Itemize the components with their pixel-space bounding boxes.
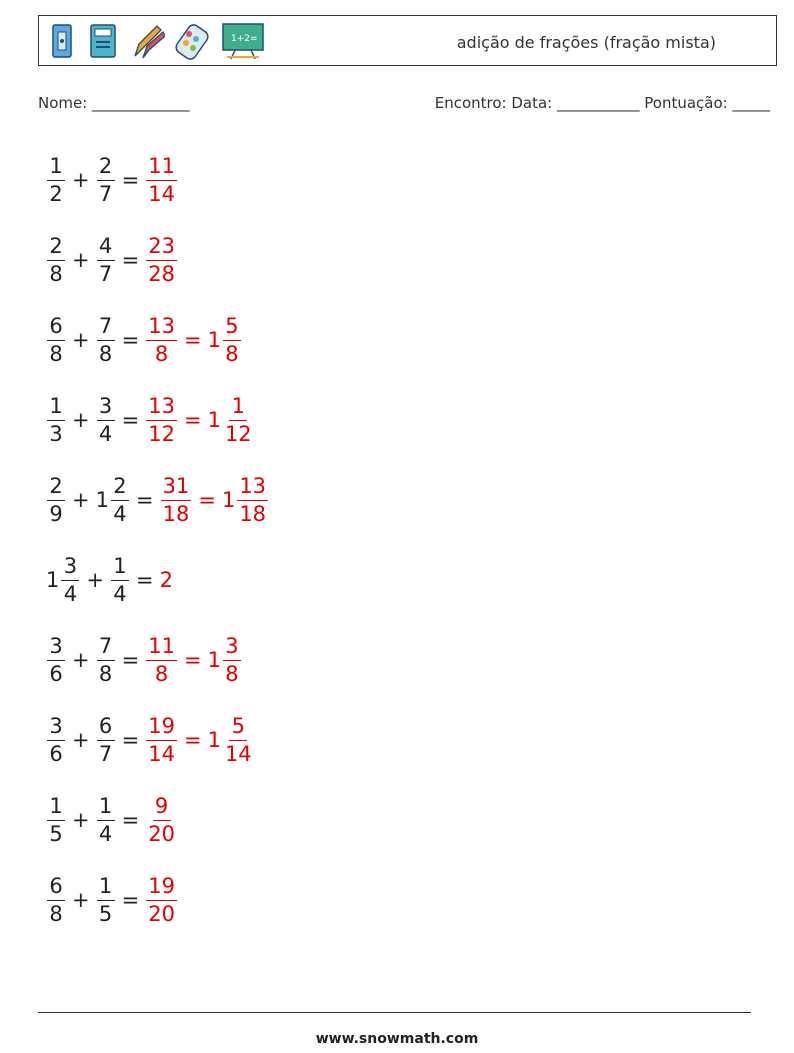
second-fraction — [97, 393, 115, 446]
first-fraction — [47, 793, 65, 846]
numerator: 13 — [146, 316, 177, 341]
numerator: 5 — [229, 716, 247, 741]
numerator: 6 — [47, 876, 65, 901]
answer-fraction-group — [145, 713, 178, 766]
first-fraction-group — [46, 633, 66, 686]
numerator: 6 — [47, 316, 65, 341]
numerator: 3 — [47, 636, 65, 661]
worksheet-title: adição de frações (fração mista) — [456, 33, 716, 52]
denominator: 28 — [148, 261, 175, 286]
numerator: 3 — [97, 396, 115, 421]
denominator: 8 — [154, 661, 169, 686]
denominator: 8 — [98, 661, 113, 686]
first-fraction-group — [46, 393, 66, 446]
answer-fraction-group — [145, 393, 178, 446]
first-fraction-group — [46, 793, 66, 846]
second-fraction — [97, 153, 115, 206]
answer-fraction-group — [145, 793, 178, 846]
denominator: 6 — [49, 661, 63, 686]
second-fraction — [97, 313, 115, 366]
pencils-icon — [129, 22, 165, 60]
numerator: 3 — [47, 716, 65, 741]
equals-sign: = — [121, 648, 140, 672]
denominator: 4 — [113, 501, 127, 526]
answer-fraction — [146, 873, 177, 926]
numerator: 6 — [97, 716, 115, 741]
second-fraction-group — [96, 153, 116, 206]
second-fraction — [97, 233, 115, 286]
denominator: 7 — [98, 181, 113, 206]
answer — [145, 873, 178, 926]
first-fraction-group — [46, 553, 80, 606]
equals-sign: = — [121, 168, 140, 192]
answer-fraction — [146, 233, 177, 286]
whole-number: 1 — [207, 328, 221, 352]
numerator: 2 — [47, 236, 65, 261]
plus-sign: + — [72, 328, 90, 352]
paint-palette-icon — [175, 22, 211, 60]
name-field: Nome: _____________ — [38, 94, 190, 112]
numerator: 11 — [146, 156, 177, 181]
numerator: 1 — [97, 796, 115, 821]
numerator: 13 — [237, 476, 268, 501]
first-fraction-group — [46, 313, 66, 366]
denominator: 2 — [49, 181, 63, 206]
equals-sign: = — [121, 248, 140, 272]
denominator: 14 — [148, 741, 175, 766]
problem-row — [46, 460, 269, 540]
numerator: 4 — [97, 236, 115, 261]
answer-fraction — [146, 633, 177, 686]
answer — [145, 393, 254, 446]
numerator: 1 — [97, 876, 115, 901]
denominator: 4 — [63, 581, 78, 606]
answer-fraction-group — [145, 873, 178, 926]
book-icon — [87, 22, 119, 60]
numerator: 1 — [111, 556, 129, 581]
problem-row — [46, 300, 269, 380]
answer-fraction — [146, 153, 177, 206]
denominator: 18 — [162, 501, 190, 526]
problem-row — [46, 540, 269, 620]
whole-number: 1 — [46, 568, 60, 592]
denominator: 20 — [148, 821, 175, 846]
answer — [145, 713, 254, 766]
second-fraction — [111, 473, 129, 526]
denominator: 5 — [98, 901, 113, 926]
plus-sign: + — [72, 808, 90, 832]
mixed-answer-group — [207, 633, 242, 686]
first-fraction — [47, 153, 65, 206]
first-fraction — [47, 473, 65, 526]
first-fraction — [47, 873, 65, 926]
answer — [145, 633, 242, 686]
mixed-answer-group — [221, 473, 269, 526]
mixed-answer-group — [207, 313, 242, 366]
answer-fraction — [146, 793, 177, 846]
numerator: 2 — [97, 156, 115, 181]
denominator: 8 — [49, 901, 63, 926]
header-box — [38, 15, 777, 66]
numerator: 5 — [223, 316, 241, 341]
second-fraction — [111, 553, 129, 606]
plus-sign: + — [72, 888, 90, 912]
denominator: 14 — [148, 181, 175, 206]
answer-fraction-group — [160, 473, 193, 526]
denominator: 8 — [49, 341, 63, 366]
second-fraction-group — [96, 393, 116, 446]
first-fraction — [47, 393, 65, 446]
answer-fraction — [146, 313, 177, 366]
first-fraction — [61, 553, 79, 606]
problem-row — [46, 140, 269, 220]
equals-sign: = — [121, 328, 140, 352]
footer-divider — [38, 1012, 751, 1013]
problem-row — [46, 860, 269, 940]
answer-fraction — [146, 393, 177, 446]
denominator: 3 — [49, 421, 63, 446]
answer-fraction-group — [145, 153, 178, 206]
sharpener-icon — [47, 22, 77, 60]
denominator: 20 — [148, 901, 175, 926]
problem-row — [46, 780, 269, 860]
denominator: 18 — [239, 501, 267, 526]
numerator: 3 — [61, 556, 79, 581]
denominator: 7 — [98, 741, 113, 766]
whole-number: 1 — [221, 488, 236, 512]
denominator: 8 — [98, 341, 113, 366]
denominator: 5 — [49, 821, 63, 846]
second-fraction-group — [96, 313, 116, 366]
plus-sign: + — [72, 168, 90, 192]
numerator: 9 — [153, 796, 171, 821]
denominator: 8 — [225, 661, 239, 686]
second-fraction-group — [96, 793, 116, 846]
problem-row — [46, 620, 269, 700]
numerator: 19 — [146, 876, 177, 901]
numerator: 7 — [97, 636, 115, 661]
mixed-answer — [223, 633, 241, 686]
numerator: 1 — [47, 796, 65, 821]
denominator: 12 — [224, 421, 252, 446]
equals-sign: = — [183, 408, 202, 432]
chalkboard-icon — [221, 21, 265, 61]
numerator: 1 — [47, 156, 65, 181]
numerator: 3 — [223, 636, 241, 661]
answer-fraction-group — [145, 633, 178, 686]
answer — [145, 233, 178, 286]
second-fraction-group — [96, 633, 116, 686]
equals-sign: = — [121, 728, 140, 752]
second-fraction-group — [96, 873, 116, 926]
numerator: 19 — [146, 716, 177, 741]
first-fraction — [47, 633, 65, 686]
denominator: 8 — [154, 341, 169, 366]
answer-fraction-group — [145, 233, 178, 286]
second-fraction-group — [95, 473, 130, 526]
mixed-answer — [223, 393, 254, 446]
problem-row — [46, 220, 269, 300]
denominator: 8 — [49, 261, 63, 286]
answer-fraction-group — [145, 313, 178, 366]
plus-sign: + — [72, 488, 90, 512]
numerator: 31 — [161, 476, 192, 501]
equals-sign: = — [121, 808, 140, 832]
numerator: 1 — [47, 396, 65, 421]
second-fraction — [97, 713, 115, 766]
whole-number: 1 — [207, 728, 221, 752]
denominator: 6 — [49, 741, 63, 766]
plus-sign: + — [72, 648, 90, 672]
second-fraction-group — [96, 233, 116, 286]
denominator: 9 — [49, 501, 63, 526]
whole-number: 1 — [207, 408, 221, 432]
date-score-field: Encontro: Data: ___________ Pontuação: _____ — [434, 94, 770, 112]
equals-sign: = — [183, 328, 202, 352]
whole-number: 1 — [95, 488, 109, 512]
numerator: 23 — [146, 236, 177, 261]
svg-text:1+2=: 1+2= — [231, 34, 258, 44]
numerator: 1 — [229, 396, 247, 421]
equals-sign: = — [135, 488, 154, 512]
problem-row — [46, 700, 269, 780]
numerator: 11 — [146, 636, 177, 661]
answer-fraction — [146, 713, 177, 766]
second-fraction-group — [96, 713, 116, 766]
numerator: 7 — [97, 316, 115, 341]
plus-sign: + — [72, 728, 90, 752]
numerator: 2 — [111, 476, 129, 501]
equals-sign: = — [135, 568, 154, 592]
equals-sign: = — [183, 648, 202, 672]
answer — [145, 793, 178, 846]
plus-sign: + — [72, 408, 90, 432]
first-fraction-group — [46, 473, 66, 526]
first-fraction-group — [46, 153, 66, 206]
first-fraction-group — [46, 233, 66, 286]
problem-list — [46, 140, 269, 940]
footer-url: www.snowmath.com — [315, 1031, 479, 1047]
problem-row — [46, 380, 269, 460]
plus-sign: + — [86, 568, 104, 592]
first-fraction — [47, 713, 65, 766]
equals-sign: = — [121, 888, 140, 912]
first-fraction-group — [46, 713, 66, 766]
mixed-answer — [223, 713, 254, 766]
mixed-answer — [223, 313, 241, 366]
whole-answer: 2 — [159, 568, 173, 592]
equals-sign: = — [121, 408, 140, 432]
denominator: 4 — [98, 421, 113, 446]
mixed-answer-group — [207, 713, 255, 766]
whole-number: 1 — [207, 648, 221, 672]
equals-sign: = — [198, 488, 216, 512]
first-fraction — [47, 313, 65, 366]
denominator: 8 — [225, 341, 239, 366]
first-fraction-group — [46, 873, 66, 926]
numerator: 13 — [146, 396, 177, 421]
second-fraction-group — [110, 553, 130, 606]
header-icons — [47, 20, 265, 62]
answer — [160, 568, 173, 592]
plus-sign: + — [72, 248, 90, 272]
mixed-answer-group — [207, 393, 255, 446]
denominator: 4 — [113, 581, 127, 606]
first-fraction — [47, 233, 65, 286]
answer — [160, 473, 269, 526]
answer — [145, 153, 178, 206]
denominator: 14 — [224, 741, 252, 766]
mixed-answer — [237, 473, 268, 526]
second-fraction — [97, 793, 115, 846]
second-fraction — [97, 633, 115, 686]
answer-fraction — [161, 473, 192, 526]
equals-sign: = — [183, 728, 202, 752]
denominator: 7 — [98, 261, 113, 286]
denominator: 4 — [98, 821, 113, 846]
numerator: 2 — [47, 476, 65, 501]
second-fraction — [97, 873, 115, 926]
denominator: 12 — [148, 421, 175, 446]
answer — [145, 313, 242, 366]
